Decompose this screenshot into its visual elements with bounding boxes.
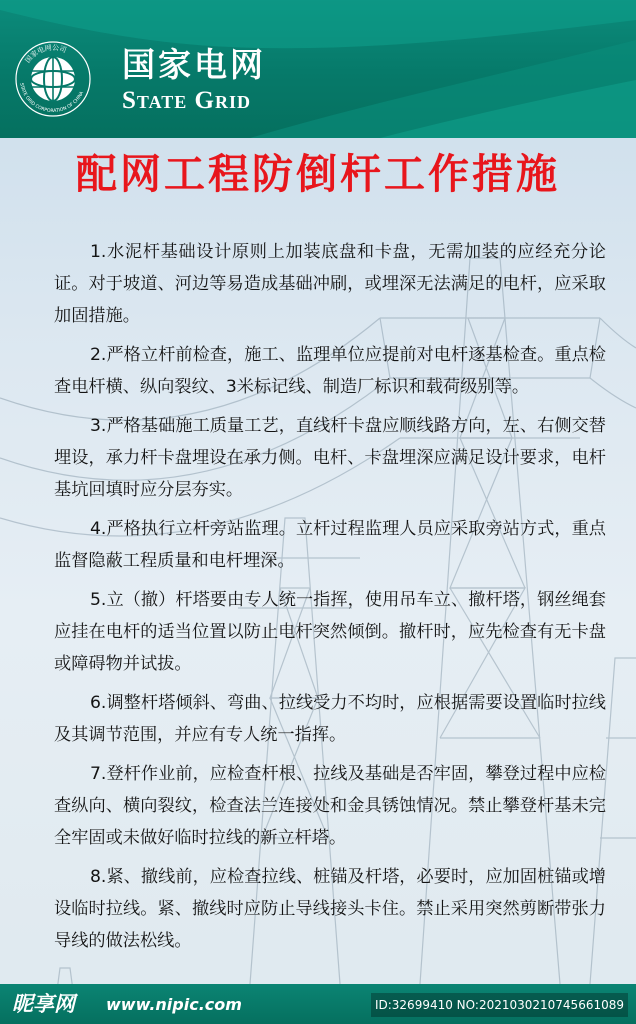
watermark-logo: 昵享网	[12, 992, 75, 1016]
header-swoosh-decoration	[0, 0, 636, 138]
watermark-id: ID:32699410 NO:20210302107456610​89	[371, 993, 628, 1017]
measure-item-4: 4.严格执行立杆旁站监理。立杆过程监理人员应采取旁站方式，重点监督隐蔽工程质量和电杆埋深。	[54, 519, 606, 571]
logo-ring-bottom-text: STATE GRID CORPORATION OF CHINA	[18, 82, 86, 115]
measure-item-3: 3.严格基础施工质量工艺，直线杆卡盘应顺线路方向，左、右侧交替埋设，承力杆卡盘埋设在承力侧。电杆、卡盘埋深应满足设计要求，电杆基坑回填时应分层夯实。	[54, 416, 606, 500]
logo-ring-top-text: 国家电网公司	[23, 43, 68, 65]
state-grid-logo-icon	[14, 40, 92, 118]
measure-item-6: 6.调整杆塔倾斜、弯曲、拉线受力不均时，应根据需要设置临时拉线及其调节范围，并应有专人统一指挥。	[54, 693, 606, 745]
measure-item-7: 7.登杆作业前，应检查杆根、拉线及基础是否牢固，攀登过程中应检查纵向、横向裂纹，检查法兰连接处和金具锈蚀情况。禁止攀登杆基未完全牢固或未做好临时拉线的新立杆塔。	[54, 764, 606, 848]
footer-watermark-bar	[0, 984, 636, 1024]
brand-name-english: State Grid	[122, 87, 251, 114]
brand-name-chinese: 国家电网	[122, 45, 266, 84]
measure-item-2: 2.严格立杆前检查，施工、监理单位应提前对电杆逐基检查。重点检查电杆横、纵向裂纹、3米标记线、制造厂标识和载荷级别等。	[54, 345, 606, 397]
measure-item-5: 5.立（撤）杆塔要由专人统一指挥，使用吊车立、撤杆塔，钢丝绳套应挂在电杆的适当位置以防止电杆突然倾倒。撤杆时，应先检查有无卡盘或障碍物并试拔。	[54, 590, 606, 674]
header-banner	[0, 0, 636, 138]
measure-item-8: 8.紧、撤线前，应检查拉线、桩锚及杆塔，必要时，应加固桩锚或增设临时拉线。紧、撤线时应防止导线接头卡住。禁止采用突然剪断带张力导线的做法松线。	[54, 867, 606, 951]
measure-item-1: 1.水泥杆基础设计原则上加装底盘和卡盘，无需加装的应经充分论证。对于坡道、河边等易造成基础冲刷，或埋深无法满足的电杆，应采取加固措施。	[54, 242, 606, 326]
watermark-url: www.nipic.com	[106, 995, 242, 1014]
measures-list	[54, 236, 606, 964]
page-title: 配网工程防倒杆工作措施	[76, 150, 560, 198]
